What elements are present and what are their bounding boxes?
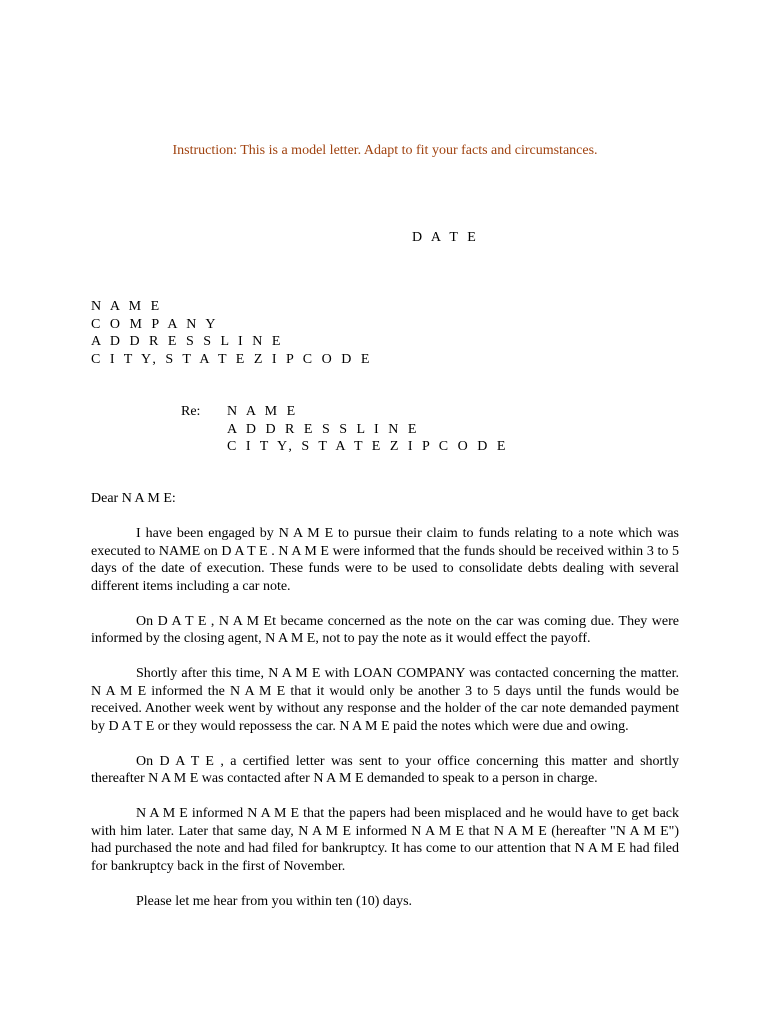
re-name: N A M E	[227, 404, 299, 419]
recipient-address-block	[91, 298, 372, 368]
body-paragraph: On D A T E , N A M Et became concerned as the note on the car was coming due. They were informed by the closing agent, N A M E, not to pay the note as it would effect the payoff.	[91, 613, 679, 646]
instruction-note: Instruction: This is a model letter. Adapt to fit your facts and circumstances.	[172, 143, 598, 158]
body-paragraph: Please let me hear from you within ten (10) days.	[136, 893, 413, 909]
recipient-name: N A M E	[91, 299, 163, 314]
letter-date: D A T E	[412, 230, 479, 245]
body-paragraph: Shortly after this time, N A M E with LOAN COMPANY was contacted concerning the matter. N A M E informed the N A M E that it would only be another 3 to 5 days until the funds would be received. Another week went by without any response and the holder of the car note demanded payment by D A T E or they would repossess the car. N A M E paid the notes which were due and owing.	[91, 666, 679, 734]
recipient-address-line: A D D R E S S L I N E	[91, 334, 284, 349]
letter-body	[91, 525, 679, 928]
re-block	[227, 403, 508, 456]
salutation: Dear N A M E:	[91, 491, 176, 506]
recipient-company: C O M P A N Y	[91, 316, 219, 332]
body-paragraph: On D A T E , a certified letter was sent to your office concerning this matter and shortly thereafter N A M E was contacted after N A M E demanded to speak to a person in charge.	[91, 753, 679, 786]
re-city-state-zip: C I T Y, S T A T E Z I P C O D E	[227, 439, 509, 454]
body-paragraph: N A M E informed N A M E that the papers had been misplaced and he would have to get back with him later. Later that same day, N A M E informed N A M E that N A M E (hereafter "N A M E") had purchased the note and had filed for bankruptcy. It has come to our attention that N A M E had filed for bankruptcy back in the first of November.	[91, 806, 679, 874]
re-label: Re:	[181, 404, 201, 419]
recipient-city-state-zip: C I T Y, S T A T E Z I P C O D E	[91, 351, 373, 367]
body-paragraph: I have been engaged by N A M E to pursue their claim to funds relating to a note which was executed to NAME on D A T E . N A M E were informed that the funds should be received within 3 to 5 days of the date of execution. These funds were to be used to consolidate debts dealing with several different items including a car note.	[91, 526, 679, 594]
re-address-line: A D D R E S S L I N E	[227, 421, 420, 437]
